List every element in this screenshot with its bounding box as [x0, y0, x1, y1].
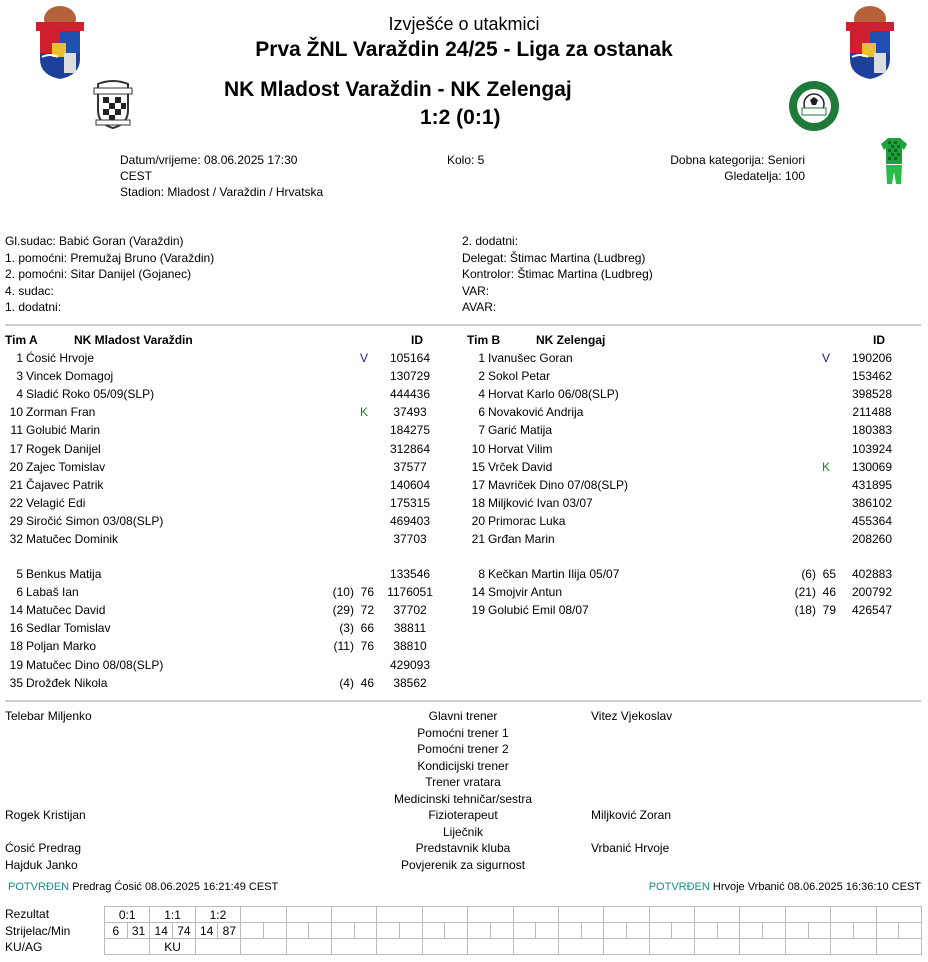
- ku-ag-cell: [649, 939, 694, 955]
- player-id: 312864: [389, 441, 431, 456]
- player-id: 469403: [389, 513, 431, 528]
- scorer-minute-label: Strijelac/Min: [5, 923, 71, 938]
- minute-cell: [808, 923, 831, 939]
- attendance: Gledatelja: 100: [724, 169, 805, 183]
- scorer-cell: [695, 923, 718, 939]
- result-label: Rezultat: [5, 907, 50, 921]
- player-name: Drožđek Nikola: [26, 675, 108, 690]
- player-row: [459, 349, 909, 367]
- player-name: Horvat Karlo 06/08(SLP): [488, 387, 619, 402]
- player-id: 184275: [389, 423, 431, 438]
- minute-cell: [263, 923, 286, 939]
- result-cell: 1:1: [150, 907, 195, 923]
- player-row: [459, 367, 909, 385]
- player-number: 1: [16, 351, 23, 365]
- minute-cell: [581, 923, 604, 939]
- substitute-row: [0, 601, 447, 619]
- player-number: 7: [478, 423, 485, 438]
- substitute-row: [0, 656, 447, 674]
- match-round: Kolo: 5: [447, 153, 485, 167]
- ku-ag-cell: [286, 939, 331, 955]
- staff-role: Pomoćni trener 2: [417, 742, 509, 756]
- scorer-cell: [604, 923, 627, 939]
- substitution-info: (4) 46: [339, 675, 374, 690]
- player-number: 21: [471, 532, 485, 546]
- player-number: 3: [16, 369, 23, 384]
- scoreboard-labels: [5, 906, 70, 956]
- result-cell: [241, 907, 286, 923]
- player-name: Grđan Marin: [488, 532, 555, 546]
- ku-ag-cell: [241, 939, 286, 955]
- result-cell: [740, 907, 785, 923]
- ku-ag-cell: [513, 939, 558, 955]
- player-number: 35: [9, 675, 23, 690]
- ku-ag-cell: [695, 939, 740, 955]
- divider: [5, 700, 921, 702]
- player-number: 4: [16, 387, 23, 402]
- substitute-row: [0, 583, 447, 601]
- result-cell: [649, 907, 694, 923]
- minute-cell: [490, 923, 513, 939]
- substitution-info: (29) 72: [332, 603, 374, 618]
- staff-away-name: Vitez Vjekoslav: [591, 709, 673, 723]
- scorer-cell: 14: [195, 923, 218, 939]
- player-number: 1: [478, 351, 485, 365]
- ku-ag-cell: [558, 939, 603, 955]
- minute-cell: [445, 923, 468, 939]
- player-id: 386102: [851, 495, 893, 510]
- staff-role: Glavni trener: [428, 709, 498, 723]
- ku-ag-cell: KU: [150, 939, 195, 955]
- player-number: 6: [478, 405, 485, 420]
- substitute-row: [0, 637, 447, 655]
- minute-cell: [536, 923, 559, 939]
- result-cell: [331, 907, 376, 923]
- scorer-cell: [331, 923, 354, 939]
- player-name: Labaš Ian: [26, 585, 79, 600]
- match-meta-right: [670, 152, 805, 184]
- player-name: Sokol Petar: [488, 369, 551, 384]
- player-number: 18: [471, 495, 485, 510]
- player-name: Matučec David: [26, 603, 106, 618]
- player-name: Zajec Tomislav: [26, 459, 106, 474]
- team-b-label: Tim B: [467, 333, 501, 347]
- player-name: Matučec Dino 08/08(SLP): [26, 657, 164, 672]
- substitute-row: [0, 674, 447, 692]
- controller: Kontrolor: Štimac Martina (Ludbreg): [462, 267, 653, 281]
- avar-official: AVAR:: [462, 300, 497, 314]
- player-number: 29: [9, 513, 23, 528]
- result-cell: [468, 907, 513, 923]
- substitute-row: [459, 601, 909, 619]
- staff-home-name: Hajduk Janko: [5, 857, 78, 872]
- scoreboard-row: [105, 907, 922, 923]
- player-name: Matučec Dominik: [26, 532, 119, 546]
- player-id: 398528: [851, 387, 893, 402]
- player-id: 38562: [393, 675, 427, 690]
- minute-cell: [899, 923, 922, 939]
- staff-role: Povjerenik za sigurnost: [400, 857, 526, 872]
- scorer-cell: [422, 923, 445, 939]
- ku-ag-cell: [195, 939, 240, 955]
- goalkeeper-mark: V: [359, 351, 368, 365]
- head-referee: Gl.sudac: Babić Goran (Varaždin): [5, 234, 184, 248]
- away-confirmation-status: POTVRĐEN: [648, 881, 710, 893]
- player-id: 153462: [851, 369, 893, 384]
- player-id: 208260: [851, 532, 893, 546]
- ku-ag-cell: [331, 939, 376, 955]
- result-cell: 0:1: [105, 907, 150, 923]
- captain-mark: K: [359, 405, 368, 420]
- player-number: 15: [471, 459, 485, 474]
- player-row: [0, 421, 447, 439]
- player-number: 2: [478, 369, 485, 384]
- staff-home-name: Telebar Miljenko: [5, 709, 92, 723]
- player-name: Miljković Ivan 03/07: [488, 495, 593, 510]
- fourth-official: 4. sudac:: [5, 283, 54, 298]
- player-number: 21: [9, 477, 23, 492]
- player-id: 37493: [393, 405, 427, 420]
- player-number: 5: [16, 567, 23, 581]
- player-number: 17: [9, 441, 23, 456]
- player-name: Ivanušec Goran: [488, 351, 573, 365]
- player-name: Novaković Andrija: [488, 405, 584, 420]
- minute-cell: [763, 923, 786, 939]
- player-number: 17: [471, 477, 485, 492]
- player-name: Garić Matija: [488, 423, 553, 438]
- player-name: Vincek Domagoj: [26, 369, 114, 384]
- result-cell: [604, 907, 649, 923]
- player-number: 19: [471, 603, 485, 618]
- minute-cell: [853, 923, 876, 939]
- player-name: Rogek Danijel: [26, 441, 101, 456]
- minute-cell: 74: [173, 923, 196, 939]
- player-id: 426547: [851, 603, 893, 618]
- result-cell: [377, 907, 422, 923]
- staff-home-name: Rogek Kristijan: [5, 808, 86, 822]
- player-row: [0, 349, 447, 367]
- result-cell: 1:2: [195, 907, 240, 923]
- minute-cell: 87: [218, 923, 241, 939]
- team-a-label: Tim A: [5, 333, 38, 347]
- player-number: 10: [9, 405, 23, 420]
- scorer-cell: [468, 923, 491, 939]
- scorer-cell: [876, 923, 899, 939]
- player-name: Sedlar Tomislav: [26, 621, 111, 636]
- scorer-cell: [785, 923, 808, 939]
- player-name: Ćosić Hrvoje: [26, 351, 95, 365]
- player-id: 130729: [389, 369, 431, 384]
- scoreboard-row: [105, 939, 922, 955]
- scorer-cell: [377, 923, 400, 939]
- ku-ag-cell: [785, 939, 830, 955]
- player-id: 200792: [851, 585, 893, 600]
- player-id: 1176051: [387, 585, 433, 600]
- player-name: Smojvir Antun: [488, 585, 563, 600]
- substitution-info: (10) 76: [332, 585, 374, 600]
- player-row: [459, 458, 909, 476]
- player-row: [459, 403, 909, 421]
- player-row: [0, 494, 447, 512]
- assistant-referee-1: 1. pomoćni: Premužaj Bruno (Varaždin): [5, 250, 215, 265]
- minute-cell: [717, 923, 740, 939]
- player-name: Kečkan Martin Ilija 05/07: [488, 567, 620, 581]
- player-row: [0, 385, 447, 403]
- minute-cell: [354, 923, 377, 939]
- result-cell: [695, 907, 740, 923]
- ku-ag-cell: [422, 939, 467, 955]
- player-id: 180383: [851, 423, 893, 438]
- minute-cell: [672, 923, 695, 939]
- player-number: 10: [471, 441, 485, 456]
- scorer-cell: [740, 923, 763, 939]
- staff-role: Fizioterapeut: [428, 808, 498, 822]
- player-row: [459, 385, 909, 403]
- player-id: 431895: [851, 477, 893, 492]
- scorer-cell: 6: [105, 923, 128, 939]
- ku-ag-cell: [105, 939, 150, 955]
- home-club-crest-icon: [92, 80, 134, 133]
- player-id: 140604: [389, 477, 431, 492]
- scorer-cell: [831, 923, 854, 939]
- player-name: Golubić Marin: [26, 423, 101, 438]
- player-number: 14: [471, 585, 485, 600]
- home-confirmation-status: POTVRĐEN: [8, 881, 70, 893]
- staff-away-name: Miljković Zoran: [591, 808, 672, 822]
- substitution-info: (18) 79: [794, 603, 836, 618]
- result-cell: [286, 907, 331, 923]
- player-id: 211488: [852, 405, 892, 420]
- player-row: [0, 440, 447, 458]
- staff-role: Predstavnik kluba: [415, 841, 511, 855]
- away-confirmation: [649, 881, 921, 893]
- away-confirmation-text: Hrvoje Vrbanić 08.06.2025 16:36:10 CEST: [712, 881, 921, 893]
- player-row: [0, 476, 447, 494]
- staff-home-name: Ćosić Predrag: [5, 841, 82, 855]
- staff-role: Liječnik: [442, 824, 484, 839]
- officials-left: [5, 233, 214, 316]
- ku-ag-cell: [377, 939, 422, 955]
- player-number: 20: [9, 459, 23, 474]
- goalkeeper-mark: V: [821, 351, 830, 365]
- officials-right: [462, 233, 653, 316]
- staff-away-name: Vrbanić Hrvoje: [591, 841, 670, 855]
- staff-role: Pomoćni trener 1: [417, 725, 509, 740]
- ku-ag-cell: [604, 939, 649, 955]
- player-number: 16: [9, 621, 23, 636]
- player-name: Mavriček Dino 07/08(SLP): [488, 477, 629, 492]
- player-id: 38811: [393, 621, 427, 636]
- scoreboard-row: [105, 923, 922, 939]
- player-id: 37577: [393, 459, 427, 474]
- federation-crest-left-icon: [32, 5, 88, 84]
- team-a-id-header: ID: [411, 333, 423, 347]
- player-name: Velagić Edi: [26, 495, 86, 510]
- player-name: Čajavec Patrik: [26, 477, 104, 492]
- match-title: NK Mladost Varaždin - NK Zelengaj: [224, 78, 572, 101]
- result-cell: [785, 907, 830, 923]
- assistant-referee-2: 2. pomoćni: Sitar Danijel (Gojanec): [5, 267, 192, 281]
- player-id: 105164: [389, 351, 431, 365]
- player-id: 429093: [389, 657, 431, 672]
- player-id: 38810: [393, 639, 427, 654]
- player-number: 32: [9, 532, 23, 546]
- player-row: [0, 512, 447, 530]
- player-name: Vrček David: [488, 459, 553, 474]
- home-confirmation-text: Predrag Ćosić 08.06.2025 16:21:49 CEST: [72, 881, 279, 893]
- player-number: 6: [16, 585, 23, 600]
- player-row: [0, 403, 447, 421]
- ku-ag-cell: [740, 939, 785, 955]
- substitution-info: (21) 46: [794, 585, 836, 600]
- player-number: 19: [9, 657, 23, 672]
- player-name: Golubić Emil 08/07: [488, 603, 589, 618]
- scorer-cell: [286, 923, 309, 939]
- captain-mark: K: [821, 459, 830, 474]
- substitute-row: [459, 583, 909, 601]
- match-meta-left: [120, 152, 323, 200]
- federation-crest-right-icon: [842, 5, 898, 84]
- substitution-info: (11) 76: [333, 639, 374, 654]
- team-b-id-header: ID: [873, 333, 885, 347]
- away-club-crest-icon: [788, 80, 840, 135]
- match-datetime: Datum/vrijeme: 08.06.2025 17:30: [120, 153, 298, 167]
- player-id: 444436: [389, 387, 431, 402]
- player-id: 402883: [851, 567, 893, 581]
- away-kit-icon: [880, 136, 908, 189]
- report-title: Izvješće o utakmici: [388, 14, 540, 34]
- player-name: Poljan Marko: [26, 639, 97, 654]
- match-score: 1:2 (0:1): [420, 106, 501, 129]
- substitute-row: [459, 565, 909, 583]
- substitute-row: [0, 619, 447, 637]
- delegate: Delegat: Štimac Martina (Ludbreg): [462, 250, 646, 265]
- match-stadium: Stadion: Mladost / Varaždin / Hrvatska: [120, 185, 324, 199]
- player-id: 37703: [393, 532, 427, 546]
- player-id: 37702: [393, 603, 427, 618]
- additional-official-2: 2. dodatni:: [462, 234, 519, 248]
- ku-ag-cell: [468, 939, 513, 955]
- additional-official-1: 1. dodatni:: [5, 300, 62, 314]
- ku-ag-cell: [831, 939, 876, 955]
- player-row: [459, 494, 909, 512]
- player-id: 190206: [851, 351, 893, 365]
- var-official: VAR:: [462, 283, 490, 298]
- competition-title: Prva ŽNL Varaždin 24/25 - Liga za ostanak: [255, 38, 673, 61]
- player-row: [459, 512, 909, 530]
- result-cell: [558, 907, 603, 923]
- minute-cell: 31: [127, 923, 150, 939]
- player-number: 14: [9, 603, 23, 618]
- player-id: 130069: [851, 459, 893, 474]
- scorer-cell: [241, 923, 264, 939]
- result-cell: [876, 907, 921, 923]
- minute-cell: [400, 923, 423, 939]
- scorer-cell: [558, 923, 581, 939]
- substitute-row: [0, 565, 447, 583]
- scorer-cell: [513, 923, 536, 939]
- team-a-name: NK Mladost Varaždin: [74, 333, 193, 347]
- home-confirmation: [8, 881, 278, 893]
- divider: [5, 324, 921, 326]
- staff-role: Kondicijski trener: [417, 758, 509, 773]
- player-name: Zorman Fran: [26, 405, 96, 420]
- player-number: 4: [478, 387, 485, 402]
- player-name: Siročić Simon 03/08(SLP): [26, 513, 164, 528]
- player-name: Sladić Roko 05/09(SLP): [26, 387, 155, 402]
- player-number: 22: [9, 495, 23, 510]
- player-row: [459, 530, 909, 548]
- minute-cell: [309, 923, 332, 939]
- player-name: Primorac Luka: [488, 513, 566, 528]
- player-row: [459, 421, 909, 439]
- player-row: [459, 476, 909, 494]
- player-id: 455364: [851, 513, 893, 528]
- player-number: 11: [10, 423, 23, 438]
- scorer-cell: 14: [150, 923, 173, 939]
- minute-cell: [626, 923, 649, 939]
- player-row: [459, 440, 909, 458]
- player-number: 20: [471, 513, 485, 528]
- player-id: 133546: [389, 567, 431, 581]
- team-b-name: NK Zelengaj: [536, 333, 606, 347]
- result-cell: [513, 907, 558, 923]
- player-row: [0, 458, 447, 476]
- player-id: 103924: [851, 441, 893, 456]
- substitution-info: (6) 65: [801, 567, 836, 581]
- substitution-info: (3) 66: [339, 621, 374, 636]
- ku-ag-cell: [876, 939, 921, 955]
- player-name: Horvat Vilim: [488, 441, 553, 456]
- result-cell: [422, 907, 467, 923]
- scoreboard-grid: [104, 906, 922, 955]
- match-timezone: CEST: [120, 169, 153, 183]
- ku-ag-label: KU/AG: [5, 940, 43, 954]
- player-name: Benkus Matija: [26, 567, 102, 581]
- player-number: 18: [9, 639, 23, 654]
- player-id: 175315: [389, 495, 431, 510]
- staff-role: Medicinski tehničar/sestra: [393, 791, 533, 806]
- player-row: [0, 530, 447, 548]
- staff-role: Trener vratara: [425, 775, 501, 789]
- player-number: 8: [478, 567, 485, 581]
- scorer-cell: [649, 923, 672, 939]
- player-row: [0, 367, 447, 385]
- age-category: Dobna kategorija: Seniori: [670, 153, 805, 167]
- result-cell: [831, 907, 876, 923]
